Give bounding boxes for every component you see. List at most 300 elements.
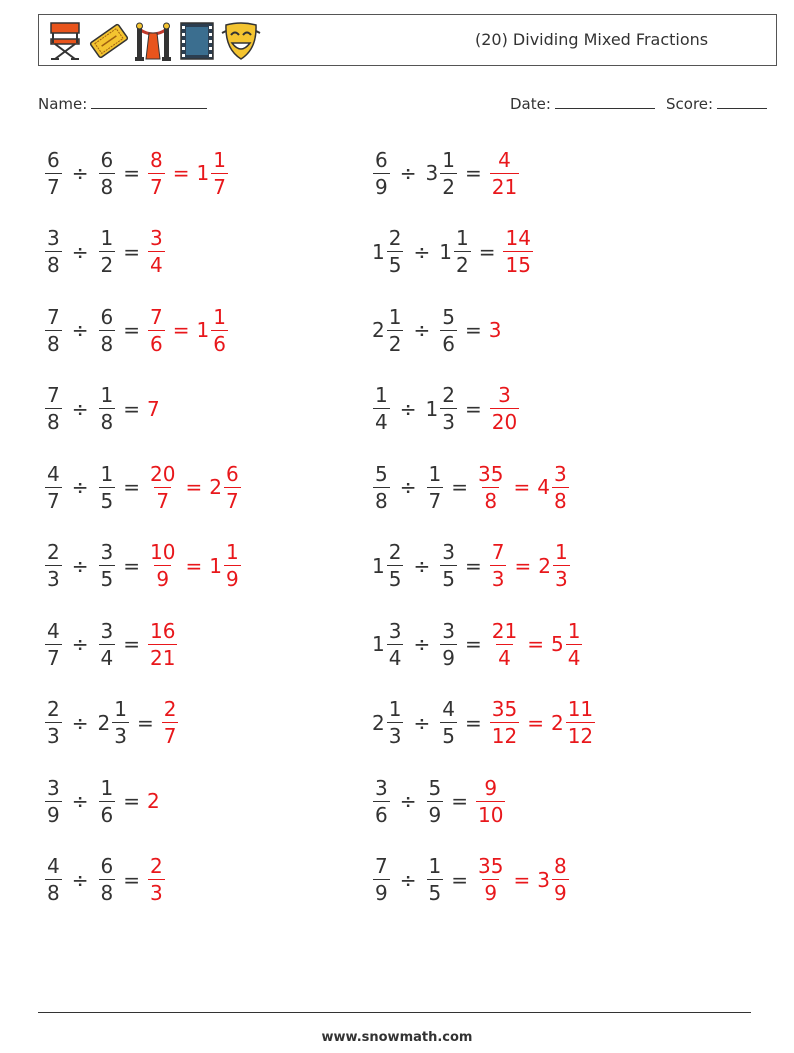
divisor-denominator: 2 [455,253,469,277]
answer-equals-sign: = [513,475,531,499]
dividend [44,148,63,199]
divide-sign: ÷ [399,789,417,813]
divisor [439,305,458,356]
equals-sign: = [123,475,140,499]
dividend-fraction [373,462,390,513]
answer-improper-denominator: 10 [478,802,504,827]
dividend-numerator: 4 [47,618,60,643]
answer-improper-denominator: 7 [156,488,170,513]
worksheet-title: (20) Dividing Mixed Fractions [475,30,709,49]
divisor-denominator: 2 [442,174,455,199]
answer-improper [147,226,166,277]
divisor-fraction [427,854,444,905]
answer-improper-fraction [476,854,505,905]
answer-improper [489,619,520,670]
divisor-numerator: 1 [100,226,114,250]
dividend-denominator: 9 [47,802,60,827]
answer [147,789,161,813]
divisor-fraction [99,383,116,434]
divisor-denominator: 8 [100,331,114,356]
dividend [372,619,404,670]
answer [489,318,503,342]
answer-mixed-fraction [552,462,569,513]
equals-sign: = [451,867,468,892]
dividend-fraction [45,226,62,277]
problem-6 [372,295,502,365]
answer [147,148,229,199]
dividend [372,854,391,905]
divisor-fraction [99,854,116,905]
divisor-fraction [99,226,116,277]
divisor-denominator: 6 [100,802,114,827]
answer-equals-sign: = [527,710,544,735]
answer-improper [489,540,508,591]
dividend-fraction [373,854,390,905]
dividend-fraction [387,540,404,591]
dividend-numerator: 4 [47,461,60,486]
divisor-numerator: 1 [114,697,127,721]
score-line[interactable] [717,94,767,109]
answer-improper-numerator: 16 [150,618,176,643]
divisor [98,383,117,434]
dividend-numerator: 3 [47,775,60,800]
answer [147,540,242,591]
answer-mixed-whole: 4 [537,475,550,499]
dividend [44,776,63,827]
divide-sign: ÷ [71,239,89,264]
answer-improper-denominator: 20 [491,410,518,434]
answer-mixed-numerator: 1 [225,540,239,564]
footer-divider [38,1012,751,1013]
divide-sign: ÷ [71,161,89,185]
dividend-denominator: 4 [375,410,388,434]
answer [489,540,571,591]
answer-improper-fraction [490,148,519,199]
divisor-numerator: 2 [442,383,455,407]
answer-integer: 3 [488,318,502,342]
dividend-numerator: 3 [375,775,388,800]
worksheet-header [38,14,777,66]
answer-mixed-whole: 1 [209,553,222,578]
dividend-fraction [45,776,62,827]
equals-sign: = [478,239,496,264]
equals-sign: = [464,318,482,342]
dividend-fraction [45,540,62,591]
answer-improper-fraction [490,540,507,591]
answer-improper-numerator: 4 [498,147,511,172]
answer-mixed-denominator: 12 [567,724,594,748]
dividend-denominator: 9 [375,881,388,905]
equals-sign: = [123,632,140,656]
dividend-whole: 2 [372,710,385,735]
answer-mixed-denominator: 9 [553,881,567,905]
answer-mixed-numerator: 6 [225,461,239,486]
divisor-denominator: 4 [100,645,114,670]
dividend-denominator: 2 [388,331,402,356]
answer-mixed-fraction [224,462,241,513]
problem-7 [44,374,161,444]
divisor-denominator: 2 [100,253,114,277]
dividend-fraction [45,619,62,670]
divide-sign: ÷ [71,396,89,421]
equals-sign: = [464,553,482,578]
equals-sign: = [464,396,482,421]
score-field[interactable] [666,94,767,113]
score-label: Score: [666,95,714,113]
divide-sign: ÷ [399,867,417,892]
divisor [426,383,458,434]
answer-improper-numerator: 7 [150,304,163,329]
divisor-fraction [99,462,116,513]
answer-mixed-fraction [552,854,569,905]
cinema-ticket-icon [89,19,129,63]
answer-mixed-numerator: 1 [554,540,568,564]
answer-improper [489,383,520,434]
dividend-numerator: 2 [388,540,402,564]
answer-mixed-denominator: 6 [213,331,226,356]
answer-mixed-numerator: 8 [553,854,567,878]
answer-mixed [537,462,569,513]
divisor-numerator: 6 [100,147,114,172]
dividend [372,540,404,591]
divisor-denominator: 5 [428,881,442,905]
answer [475,776,506,827]
problem-2 [372,138,520,208]
problem-18 [372,766,506,836]
answer-improper-denominator: 4 [498,645,511,670]
divisor-fraction [99,305,116,356]
divisor-fraction [440,540,457,591]
answer-improper [147,148,166,199]
divisor [426,462,445,513]
answer-improper [475,854,506,905]
dividend-numerator: 3 [47,226,60,250]
dividend-fraction [387,619,404,670]
equals-sign: = [451,789,468,813]
divisor [426,776,445,827]
answer-equals-sign: = [172,318,190,342]
divisor-numerator: 3 [442,540,455,564]
name-field[interactable] [38,94,207,113]
divisor-denominator: 9 [428,802,442,827]
divisor-fraction [440,697,457,748]
answer-mixed [197,305,229,356]
problem-16 [372,688,596,758]
dividend [372,697,404,748]
divisor-whole: 3 [425,161,439,185]
dividend-fraction [45,462,62,513]
equals-sign: = [464,710,482,735]
problem-12 [372,531,571,601]
answer-improper-numerator: 10 [150,540,176,564]
divisor [98,148,117,199]
answer-mixed-numerator: 1 [213,304,226,329]
divisor-numerator: 6 [100,854,114,878]
divide-sign: ÷ [413,318,431,342]
dividend-denominator: 8 [47,881,60,905]
divisor-denominator: 3 [114,724,127,748]
answer-improper-fraction [490,697,519,748]
divisor-fraction [99,148,116,199]
answer-mixed-fraction [211,305,228,356]
divisor [426,148,458,199]
problem-20 [372,845,570,915]
answer-improper-denominator: 15 [505,253,531,277]
divisor-numerator: 1 [455,226,469,250]
divisor-fraction [440,383,457,434]
answer-improper-denominator: 7 [163,724,177,748]
answer-equals-sign: = [513,867,531,892]
divisor-fraction [440,148,457,199]
dividend [44,697,63,748]
dividend-denominator: 8 [47,253,60,277]
divisor [98,305,117,356]
dividend-fraction [373,148,390,199]
divisor [98,619,117,670]
answer-mixed-denominator: 7 [225,488,239,513]
divisor-fraction [112,697,129,748]
dividend [372,226,404,277]
answer-improper-fraction [148,540,177,591]
divide-sign: ÷ [71,710,89,735]
answer-mixed-whole: 1 [196,161,210,185]
dividend [372,383,391,434]
answer [147,854,166,905]
answer-mixed [197,148,229,199]
divide-sign: ÷ [413,239,431,264]
divisor [98,462,117,513]
dividend-numerator: 6 [375,147,388,172]
dividend-denominator: 3 [47,724,60,748]
answer-equals-sign: = [172,161,190,185]
answer-improper-numerator: 20 [150,461,176,486]
answer-improper-denominator: 3 [491,567,505,591]
divisor-fraction [440,305,457,356]
dividend-numerator: 3 [388,618,402,643]
answer-mixed [537,854,569,905]
divide-sign: ÷ [413,553,431,578]
answer-improper-numerator: 14 [505,226,531,250]
dividend-fraction [45,305,62,356]
answer [147,305,229,356]
dividend-denominator: 3 [47,567,60,591]
dividend-whole: 1 [372,632,385,656]
problem-13 [44,609,178,679]
divisor-denominator: 8 [100,881,114,905]
equals-sign: = [136,710,154,735]
answer-improper-denominator: 9 [156,567,170,591]
answer-improper-numerator: 7 [491,540,505,564]
answer-improper-numerator: 35 [491,697,518,721]
problem-8 [372,374,520,444]
problem-11 [44,531,242,601]
dividend [44,619,63,670]
answer-improper [489,697,520,748]
date-field[interactable] [510,94,655,113]
dividend-numerator: 5 [375,461,388,486]
divisor [439,540,458,591]
answer-mixed [209,540,241,591]
answer-improper-denominator: 21 [150,645,176,670]
dividend [372,148,391,199]
problem-9 [44,452,242,522]
answer [489,697,596,748]
answer-improper-numerator: 9 [484,775,498,800]
answer-improper-fraction [148,226,165,277]
answer-improper-numerator: 2 [150,854,163,878]
divide-sign: ÷ [71,789,89,813]
divide-sign: ÷ [413,710,431,735]
answer [147,397,161,421]
divisor [439,226,471,277]
dividend-fraction [45,854,62,905]
dividend-denominator: 5 [388,567,402,591]
dividend-denominator: 9 [375,174,388,199]
divide-sign: ÷ [413,632,431,656]
answer-mixed-whole: 3 [537,867,550,892]
answer [147,462,242,513]
problem-4 [372,217,534,287]
dividend-fraction [387,305,404,356]
answer-improper [147,854,166,905]
dividend-denominator: 8 [375,488,388,513]
answer-mixed-denominator: 4 [567,645,581,670]
dividend-denominator: 7 [47,645,60,670]
dividend-fraction [387,226,404,277]
divisor-whole: 1 [439,239,452,264]
divide-sign: ÷ [71,318,89,342]
divisor-denominator: 7 [428,488,442,513]
divisor [98,540,117,591]
answer-mixed [551,619,583,670]
answer-improper-numerator: 8 [150,147,163,172]
problem-14 [372,609,583,679]
divisor-numerator: 4 [442,697,455,721]
answer-improper-fraction [148,619,177,670]
answer-improper-numerator: 35 [478,854,504,878]
divisor-whole: 1 [425,396,439,421]
dividend-whole: 2 [372,318,385,342]
answer-improper-fraction [148,305,165,356]
divisor-numerator: 1 [428,461,442,486]
answer-improper-fraction [476,776,505,827]
answer-mixed-fraction [566,697,595,748]
divide-sign: ÷ [399,161,417,185]
answer [489,619,584,670]
divisor-denominator: 8 [100,410,114,434]
answer-mixed-whole: 2 [538,553,551,578]
divisor-denominator: 3 [442,410,455,434]
answer-improper-numerator: 3 [150,226,163,250]
divide-sign: ÷ [71,475,89,499]
answer-mixed-fraction [224,540,241,591]
divide-sign: ÷ [399,475,417,499]
divisor-denominator: 5 [100,567,114,591]
equals-sign: = [464,161,482,185]
red-carpet-icon [133,19,173,63]
divisor-fraction [99,619,116,670]
divisor-numerator: 1 [100,383,114,407]
equals-sign: = [123,161,140,185]
divisor-fraction [99,540,116,591]
answer-improper [475,462,506,513]
dividend-numerator: 2 [47,697,60,721]
divide-sign: ÷ [71,632,89,656]
answer-mixed-denominator: 9 [225,567,239,591]
date-line[interactable] [555,94,655,109]
equals-sign: = [123,318,140,342]
equals-sign: = [464,632,482,656]
dividend-fraction [45,697,62,748]
dividend-numerator: 2 [388,226,402,250]
answer [161,697,180,748]
answer-improper-numerator: 21 [491,618,518,643]
divisor-whole: 2 [97,710,111,735]
divisor-numerator: 1 [100,775,114,800]
problem-10 [372,452,570,522]
answer-improper [147,619,178,670]
answer-improper [475,776,506,827]
divisor-numerator: 3 [100,540,114,564]
problem-17 [44,766,161,836]
answer-integer: 2 [147,789,160,813]
answer [475,854,570,905]
dividend-fraction [45,148,62,199]
comedy-mask-icon [221,19,261,63]
date-label: Date: [510,95,551,113]
answer-improper [147,305,166,356]
divide-sign: ÷ [399,396,417,421]
dividend-fraction [373,383,390,434]
answer-improper [502,226,533,277]
dividend [372,776,391,827]
divide-sign: ÷ [71,867,89,892]
divisor [98,854,117,905]
dividend-numerator: 7 [47,304,60,329]
divisor-denominator: 8 [100,174,114,199]
answer-improper-fraction [162,697,179,748]
answer [147,226,166,277]
divisor-numerator: 5 [442,304,455,329]
name-line[interactable] [91,94,207,109]
answer-improper-denominator: 3 [150,881,163,905]
problem-5 [44,295,229,365]
divisor-numerator: 3 [100,618,114,643]
answer [502,226,533,277]
problem-19 [44,845,166,915]
problem-15 [44,688,179,758]
answer-mixed-fraction [211,148,228,199]
divisor [439,619,458,670]
answer-improper-denominator: 12 [491,724,518,748]
divisor-denominator: 9 [442,645,455,670]
answer-improper-fraction [490,383,519,434]
answer-improper-denominator: 8 [484,488,498,513]
name-label: Name: [38,95,88,113]
dividend [372,305,404,356]
divisor-numerator: 6 [100,304,114,329]
answer-improper-numerator: 3 [498,383,511,407]
answer-improper-denominator: 7 [150,174,163,199]
answer-improper-denominator: 21 [491,174,518,199]
answer-mixed-denominator: 7 [213,174,226,199]
answer-improper-fraction [490,619,519,670]
dividend-numerator: 4 [47,854,60,878]
answer-improper [147,540,178,591]
dividend [44,383,63,434]
dividend-denominator: 4 [388,645,402,670]
answer-improper-fraction [476,462,505,513]
